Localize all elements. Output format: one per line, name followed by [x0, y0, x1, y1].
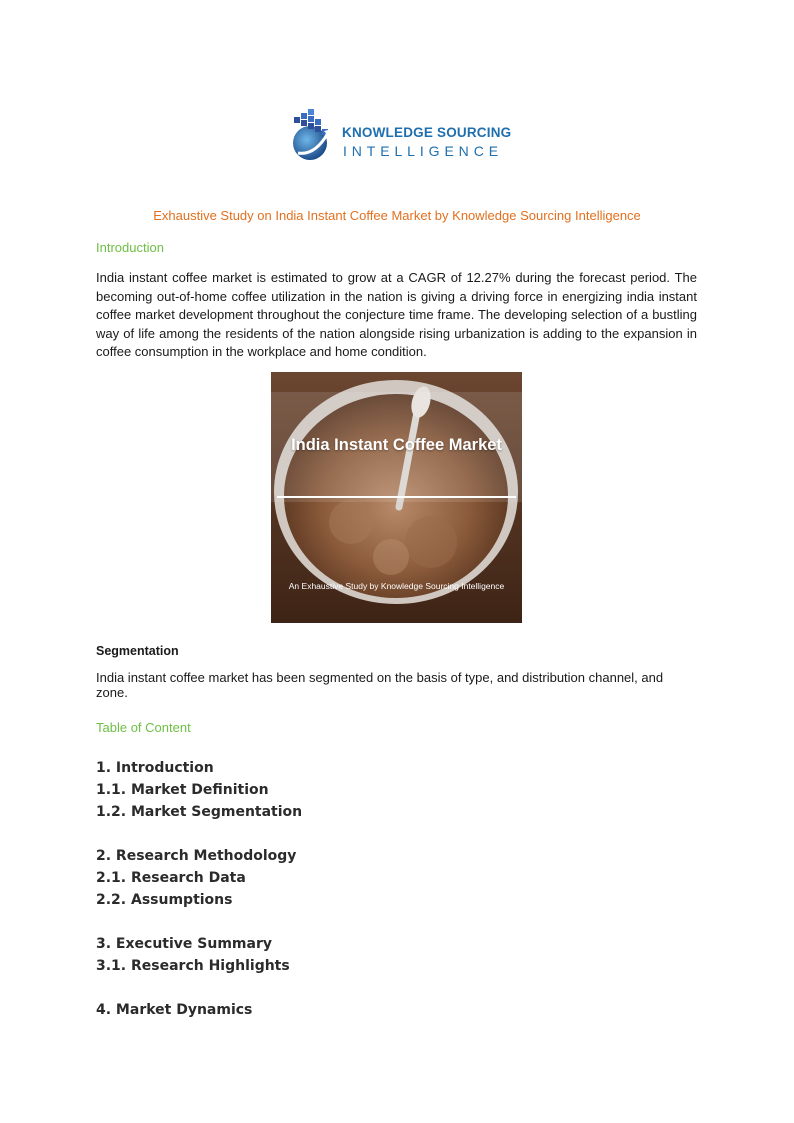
document-title: Exhaustive Study on India Instant Coffee Market by Knowledge Sourcing Intelligence	[153, 208, 641, 223]
toc-item: 3. Executive Summary	[96, 936, 272, 952]
cover-title: India Instant Coffee Market	[291, 436, 502, 454]
toc-item: 2.2. Assumptions	[96, 892, 233, 908]
toc-item: 1. Introduction	[96, 760, 214, 776]
logo-text-line1: KNOWLEDGE SOURCING	[342, 125, 512, 140]
introduction-paragraph: India instant coffee market is estimated to grow at a CAGR of 12.27% during the forecast period. The becoming out-of-home coffee utilization in the nation is giving a driving force in energizing india instant coffee market development throughout the conjecture time frame. The developing selection of a bustling way of life among the residents of the nation alongside rising urbanization is adding to the expansion in coffee consumption in the workplace and home condition.	[96, 270, 697, 359]
introduction-heading: Introduction	[96, 240, 164, 255]
cover-image	[271, 372, 522, 623]
segmentation-paragraph: India instant coffee market has been segmented on the basis of type, and distribution channel, and zone.	[96, 670, 664, 700]
segmentation-heading: Segmentation	[96, 644, 179, 658]
toc-item: 1.1. Market Definition	[96, 782, 269, 798]
toc-item: 3.1. Research Highlights	[96, 958, 290, 974]
logo-globe-icon	[288, 103, 340, 167]
logo-text-line2: INTELLIGENCE	[343, 143, 503, 159]
cover-subtitle: An Exhaustive Study by Knowledge Sourcing Intelligence	[288, 581, 505, 591]
toc-item: 2. Research Methodology	[96, 848, 297, 864]
toc-heading: Table of Content	[96, 720, 191, 735]
toc-item: 2.1. Research Data	[96, 870, 246, 886]
toc-item: 4. Market Dynamics	[96, 1002, 253, 1018]
company-logo	[288, 103, 512, 167]
table-of-contents	[96, 757, 302, 1021]
toc-item: 1.2. Market Segmentation	[96, 804, 303, 820]
